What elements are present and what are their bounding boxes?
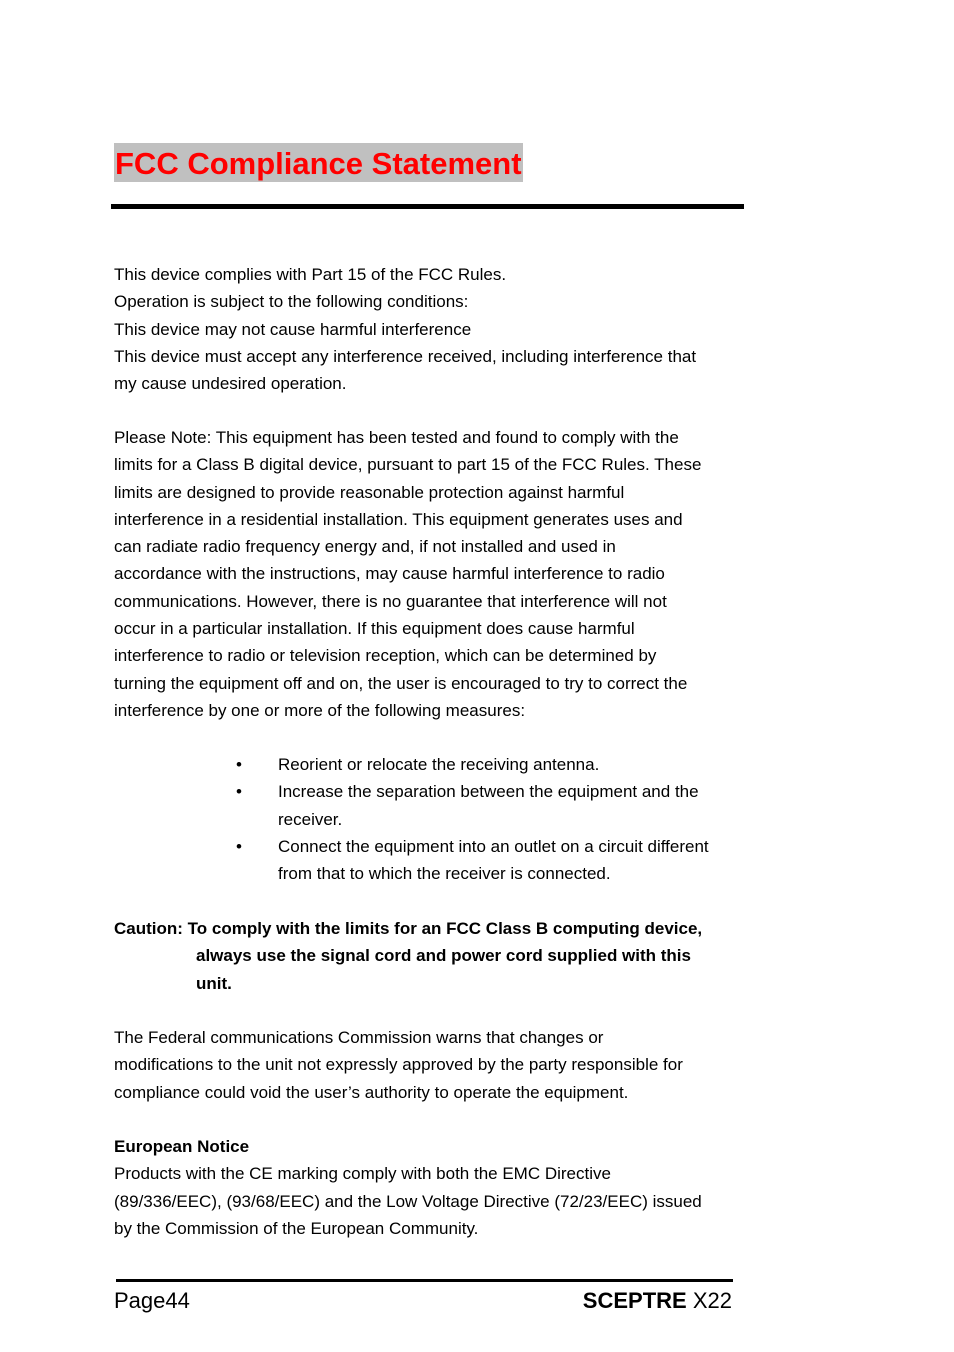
list-item-text: Increase the separation between the equipment and the bbox=[278, 782, 699, 802]
european-notice-line: (89/336/EEC), (93/68/EEC) and the Low Voltage Directive (72/23/EEC) issued bbox=[114, 1191, 702, 1211]
page-number: Page44 bbox=[114, 1288, 190, 1313]
caution-line: Caution: To comply with the limits for an FCC Class B computing device, bbox=[114, 919, 703, 938]
list-item-text: from that to which the receiver is connected. bbox=[278, 864, 611, 884]
list-item-text: receiver. bbox=[278, 809, 343, 829]
fcc-warning-line: compliance could void the user’s authority to operate the equipment. bbox=[114, 1082, 629, 1102]
intro-line: Operation is subject to the following conditions: bbox=[114, 292, 469, 312]
note-line: turning the equipment off and on, the user is encouraged to try to correct the bbox=[114, 673, 688, 693]
brand-name: SCEPTRE bbox=[582, 1288, 687, 1313]
note-line: accordance with the instructions, may cause harmful interference to radio bbox=[114, 564, 665, 584]
european-notice-line: Products with the CE marking comply with both the EMC Directive bbox=[114, 1164, 611, 1184]
bullet-icon: • bbox=[236, 836, 242, 856]
note-line: interference to radio or television reception, which can be determined by bbox=[114, 646, 657, 666]
note-line: communications. However, there is no guarantee that interference will not bbox=[114, 591, 667, 611]
note-line: interference by one or more of the following measures: bbox=[114, 700, 526, 720]
caution-line: unit. bbox=[196, 973, 232, 993]
intro-line: This device must accept any interference received, including interference that bbox=[114, 346, 697, 366]
fcc-warning-line: modifications to the unit not expressly approved by the party responsible for bbox=[114, 1055, 683, 1075]
caution-line: always use the signal cord and power cord supplied with this bbox=[196, 946, 691, 966]
list-item-text: Reorient or relocate the receiving antenna. bbox=[278, 755, 600, 774]
intro-line: my cause undesired operation. bbox=[114, 374, 347, 394]
title-divider bbox=[111, 204, 744, 209]
measures-list bbox=[236, 751, 756, 887]
note-line: occur in a particular installation. If this equipment does cause harmful bbox=[114, 619, 635, 639]
title-highlight bbox=[114, 143, 523, 182]
footer-divider bbox=[116, 1279, 733, 1282]
list-item bbox=[236, 778, 756, 833]
fcc-warning-line: The Federal communications Commission warns that changes or bbox=[114, 1028, 604, 1047]
european-notice-heading: European Notice bbox=[114, 1137, 250, 1156]
european-notice-section bbox=[114, 1133, 754, 1242]
note-line: Please Note: This equipment has been tested and found to comply with the bbox=[114, 428, 679, 447]
european-notice-line: by the Commission of the European Community. bbox=[114, 1218, 479, 1238]
intro-paragraph bbox=[114, 261, 754, 397]
bullet-icon: • bbox=[236, 782, 242, 802]
caution-paragraph bbox=[114, 915, 754, 997]
model-name: X22 bbox=[692, 1288, 732, 1313]
bullet-icon: • bbox=[236, 755, 242, 774]
footer-brand bbox=[583, 1288, 732, 1314]
note-paragraph bbox=[114, 424, 754, 724]
intro-line: This device complies with Part 15 of the FCC Rules. bbox=[114, 265, 507, 284]
note-line: interference in a residential installation. This equipment generates uses and bbox=[114, 509, 683, 529]
note-line: can radiate radio frequency energy and, if not installed and used in bbox=[114, 537, 616, 557]
fcc-warning-paragraph bbox=[114, 1024, 754, 1106]
list-item bbox=[236, 833, 756, 888]
list-item-text: Connect the equipment into an outlet on a circuit different bbox=[278, 836, 709, 856]
note-line: limits for a Class B digital device, pursuant to part 15 of the FCC Rules. These bbox=[114, 455, 702, 475]
page-title: FCC Compliance Statement bbox=[115, 146, 522, 181]
list-item bbox=[236, 751, 756, 778]
intro-line: This device may not cause harmful interference bbox=[114, 319, 472, 339]
note-line: limits are designed to provide reasonable protection against harmful bbox=[114, 482, 625, 502]
